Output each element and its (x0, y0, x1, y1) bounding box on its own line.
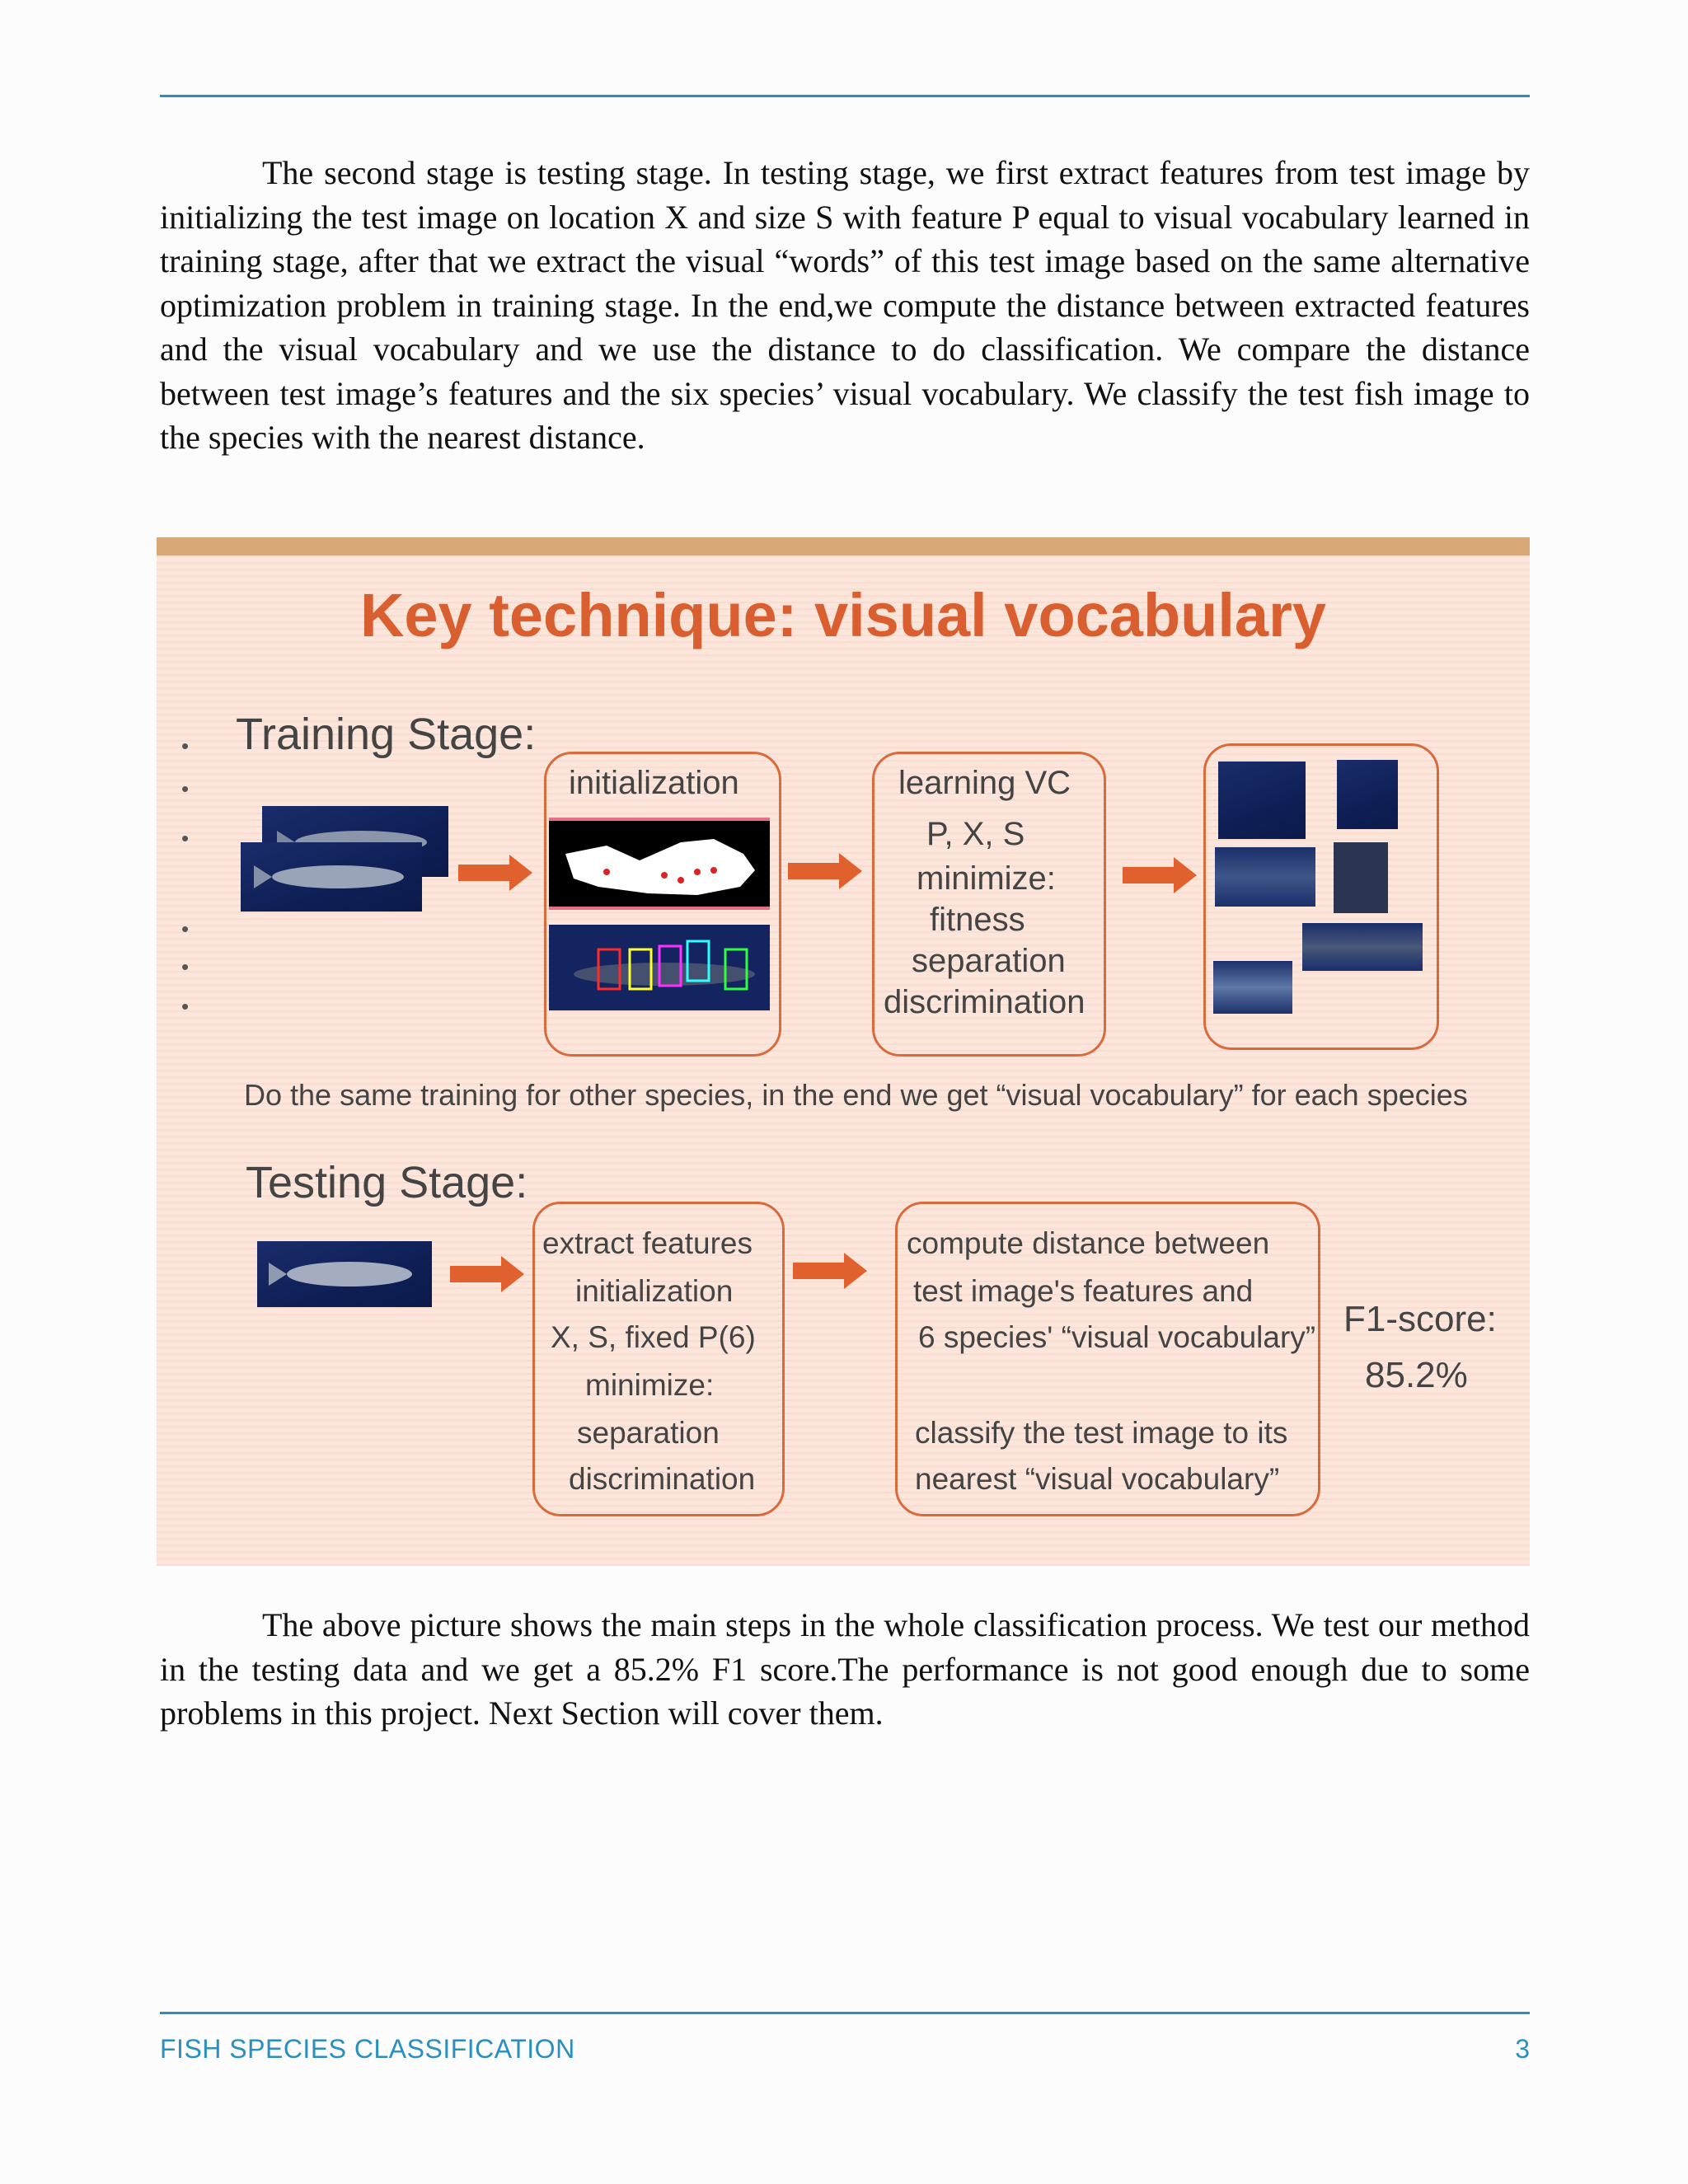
page-number: 3 (1515, 2034, 1530, 2064)
fish-icon (241, 842, 422, 912)
patch-boxes-icon (549, 925, 770, 1010)
bullet-marker: • (181, 776, 190, 801)
key-technique-figure (157, 537, 1530, 1566)
vocabulary-patch-image (1218, 762, 1306, 839)
fish-mask-icon (549, 821, 770, 907)
figure-top-bar (157, 537, 1530, 555)
header-rule (160, 95, 1530, 97)
compute-distance-line: classify the test image to its (915, 1416, 1288, 1450)
test-fish-image (257, 1241, 432, 1307)
testing-stage-heading: Testing Stage: (246, 1158, 528, 1207)
arrow-icon (793, 1253, 869, 1289)
figure-title: Key technique: visual vocabulary (359, 581, 1327, 649)
training-stage-heading: Training Stage: (236, 710, 537, 759)
arrow-icon (1123, 857, 1198, 893)
vocabulary-patch-image (1213, 961, 1292, 1014)
bullet-marker: • (181, 826, 190, 851)
extract-features-line: discrimination (569, 1462, 756, 1496)
footer-title: FISH SPECIES CLASSIFICATION (160, 2034, 575, 2064)
extract-features-line: minimize: (585, 1368, 715, 1402)
learning-vc-line: discrimination (884, 984, 1085, 1020)
initialization-label: initialization (569, 765, 739, 801)
fish-patches-image (549, 925, 770, 1010)
learning-vc-line: P, X, S (926, 816, 1025, 852)
paragraph-summary: The above picture shows the main steps in the whole classification process. We test our method in the testing data and we get a 85.2% F1 score.The performance is not good enough due to some problems in this project. Next Section will cover them. (160, 1606, 1530, 1732)
extract-features-line: separation (577, 1416, 720, 1450)
fish-silhouette-image (549, 818, 770, 910)
vocabulary-patch-image (1337, 760, 1398, 829)
extract-features-line: initialization (575, 1274, 734, 1308)
arrow-icon (788, 853, 864, 889)
f1-score-value: 85.2% (1365, 1355, 1468, 1395)
compute-distance-line: test image's features and (913, 1274, 1254, 1308)
arrow-icon (450, 1256, 526, 1292)
bullet-marker: • (181, 916, 190, 941)
learning-vc-line: minimize: (917, 860, 1056, 897)
paragraph-testing-stage: The second stage is testing stage. In testing stage, we first extract features from test image by initializing the test image on location X and size S with feature P equal to visual vocabulary learned in training stage, after that we extract the visual “words” of this test image based on the same alternative optimization problem in training stage. In the end,we compute the distance between extracted features and the visual vocabulary and we use the distance to do classification. We compare the distance between test image’s features and the six species’ visual vocabulary. We classify the test fish image to the species with the nearest distance. (160, 154, 1530, 456)
training-note: Do the same training for other species, in the end we get “visual vocabulary” for each species (244, 1078, 1468, 1112)
f1-score-label: F1-score: (1343, 1299, 1497, 1339)
bullet-marker: • (181, 733, 190, 758)
learning-vc-line: learning VC (898, 765, 1071, 801)
footer-rule (160, 2012, 1530, 2014)
vocabulary-patch-image (1302, 923, 1423, 971)
bullet-marker: • (181, 994, 190, 1019)
compute-distance-line: 6 species' “visual vocabulary” (918, 1320, 1316, 1354)
learning-vc-line: fitness (930, 902, 1025, 938)
training-fish-image (241, 842, 422, 912)
compute-distance-line: compute distance between (907, 1226, 1270, 1260)
learning-vc-line: separation (912, 943, 1066, 979)
vocabulary-patch-image (1215, 847, 1315, 907)
fish-icon (257, 1241, 432, 1307)
compute-distance-line: nearest “visual vocabulary” (915, 1462, 1280, 1496)
vocabulary-patch-image (1334, 842, 1388, 913)
arrow-icon (458, 855, 534, 891)
bullet-marker: • (181, 954, 190, 979)
extract-features-line: extract features (542, 1226, 753, 1260)
extract-features-line: X, S, fixed P(6) (551, 1320, 756, 1354)
